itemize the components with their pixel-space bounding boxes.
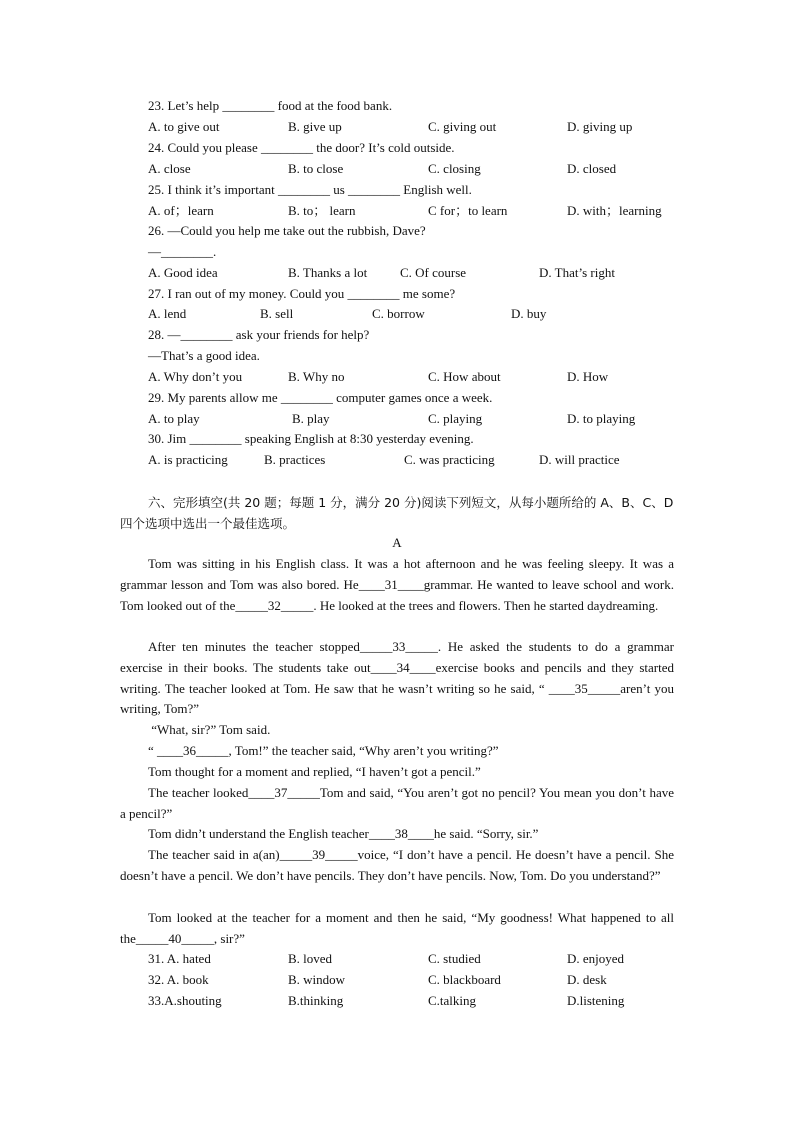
option-c: C. borrow <box>372 306 425 321</box>
option-d: D. enjoyed <box>567 951 625 966</box>
passage-label: A <box>392 535 402 550</box>
question-stem: 29. My parents allow me ________ computer games once a week. <box>148 390 493 405</box>
option-a: A. to play <box>148 411 200 426</box>
passage-paragraph <box>120 554 674 616</box>
option-c: C. closing <box>428 161 481 176</box>
question-response: —________. <box>148 244 217 259</box>
question-stem: 23. Let’s help ________ food at the food bank. <box>148 98 393 113</box>
option-d: D. giving up <box>567 119 633 134</box>
option-c: C. playing <box>428 411 483 426</box>
option-b: B. give up <box>288 119 342 134</box>
option-b: B. Thanks a lot <box>288 265 368 280</box>
option-c: C. blackboard <box>428 972 501 987</box>
paragraph-text: Tom was sitting in his English class. It was a hot afternoon and he was feeling sleepy. It was a grammar lesson and Tom was also bored. He____31____grammar. He wanted to leave school and work. Tom looked out of the_____32_____. He looked at the trees and flowers. Then he started daydreaming. <box>120 556 674 613</box>
paragraph-text: Tom looked at the teacher for a moment and then he said, “My goodness! What happened to all the_____40_____, sir?” <box>120 910 674 946</box>
option-b: B. window <box>288 972 346 987</box>
option-a: 32. A. book <box>148 972 209 987</box>
paragraph-text: “ ____36_____, Tom!” the teacher said, “Why aren’t you writing?” <box>148 743 499 758</box>
paragraph-text: Tom thought for a moment and replied, “I haven’t got a pencil.” <box>148 764 481 779</box>
option-b: B. practices <box>264 452 326 467</box>
option-a: A. is practicing <box>148 452 228 467</box>
option-a: A. Why don’t you <box>148 369 243 384</box>
passage-paragraph <box>120 741 674 762</box>
question-stem: 24. Could you please ________ the door? It’s cold outside. <box>148 140 455 155</box>
option-c: C. How about <box>428 369 501 384</box>
option-c: C. studied <box>428 951 481 966</box>
passage-paragraph <box>120 720 674 741</box>
paragraph-text: After ten minutes the teacher stopped_____33_____. He asked the students to do a grammar exercise in their books. The students take out____34____exercise books and pencils and they started writing. The teacher looked at Tom. He saw that he wasn’t writing so he said, “ ____35_____aren’t you writing, Tom?” <box>120 639 674 717</box>
paragraph-text: The teacher said in a(an)_____39_____voice, “I don’t have a pencil. He doesn’t have a pencil. She doesn’t have a pencil. We don’t have pencils. They don’t have pencils. Now, Tom. Do you understand?” <box>120 847 674 883</box>
option-a: A. to give out <box>148 119 220 134</box>
question-stem: 28. —________ ask your friends for help? <box>148 327 370 342</box>
option-c: C. was practicing <box>404 452 495 467</box>
paragraph-text: Tom didn’t understand the English teacher____38____he said. “Sorry, sir.” <box>148 826 539 841</box>
option-b: B. loved <box>288 951 333 966</box>
option-a: 31. A. hated <box>148 951 211 966</box>
option-d: D. How <box>567 369 609 384</box>
option-c: C for；to learn <box>428 203 508 218</box>
paragraph-text: The teacher looked____37_____Tom and said, “You aren’t got no pencil? You mean you don’t have a pencil?” <box>120 785 674 821</box>
option-a: A. lend <box>148 306 187 321</box>
option-a: A. close <box>148 161 191 176</box>
question-stem: 26. —Could you help me take out the rubbish, Dave? <box>148 223 426 238</box>
question-response: —That’s a good idea. <box>148 348 260 363</box>
option-a: A. Good idea <box>148 265 218 280</box>
option-a: A. of；learn <box>148 203 214 218</box>
passage-paragraph <box>120 762 674 783</box>
option-a: 33.A.shouting <box>148 993 222 1008</box>
question-stem: 27. I ran out of my money. Could you ________ me some? <box>148 286 456 301</box>
paragraph-text: “What, sir?” Tom said. <box>148 722 271 737</box>
section-heading <box>120 492 674 534</box>
option-d: D. will practice <box>539 452 620 467</box>
option-c: C. giving out <box>428 119 497 134</box>
passage-paragraph <box>120 845 674 887</box>
passage-paragraph <box>120 783 674 825</box>
option-d: D. to playing <box>567 411 636 426</box>
section-title: 六、完形填空(共 20 题；每题 1 分，满分 20 分)阅读下列短文，从每小题所给的 A、B、C、D 四个选项中选出一个最佳选项。 <box>120 495 674 531</box>
option-d: D. That’s right <box>539 265 615 280</box>
passage-paragraph <box>120 637 674 720</box>
passage-paragraph <box>120 908 674 950</box>
option-d: D. with；learning <box>567 203 662 218</box>
question-stem: 30. Jim ________ speaking English at 8:30 yesterday evening. <box>148 431 474 446</box>
option-c: C. Of course <box>400 265 467 280</box>
option-b: B.thinking <box>288 993 344 1008</box>
passage-paragraph <box>120 824 674 845</box>
option-b: B. sell <box>260 306 294 321</box>
option-d: D. closed <box>567 161 617 176</box>
option-b: B. play <box>292 411 330 426</box>
option-d: D. buy <box>511 306 547 321</box>
option-b: B. to； learn <box>288 203 356 218</box>
option-d: D.listening <box>567 993 625 1008</box>
option-c: C.talking <box>428 993 477 1008</box>
option-b: B. Why no <box>288 369 345 384</box>
option-b: B. to close <box>288 161 344 176</box>
option-d: D. desk <box>567 972 607 987</box>
question-stem: 25. I think it’s important ________ us ________ English well. <box>148 182 472 197</box>
